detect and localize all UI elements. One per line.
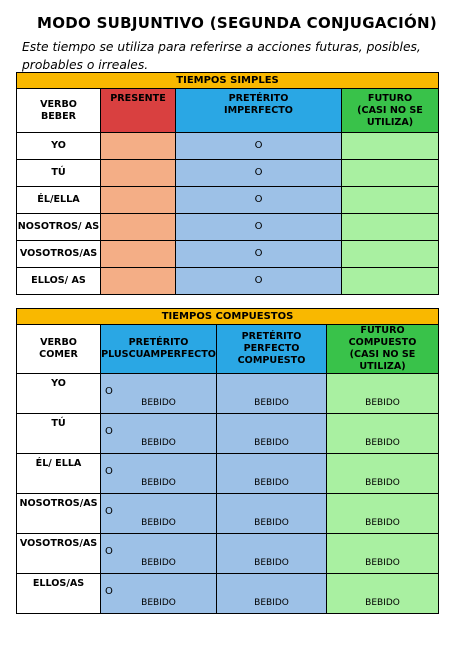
pronoun-cell: YO (17, 133, 101, 160)
perfecto-cell (217, 414, 327, 454)
participle: BEBIDO (141, 558, 176, 568)
perfecto-cell (217, 454, 327, 494)
pronoun-cell: YO (17, 374, 101, 414)
imperfecto-cell: O (176, 268, 342, 295)
futuro-cell (342, 160, 439, 187)
table-row (17, 454, 439, 494)
imperfecto-cell: O (176, 187, 342, 214)
presente-cell (101, 241, 176, 268)
participle: BEBIDO (141, 598, 176, 608)
pronoun-cell: VOSOTROS/AS (17, 534, 101, 574)
perfecto-cell (217, 574, 327, 614)
simple-tenses-table (16, 72, 439, 295)
pluscuamperfecto-cell (101, 454, 217, 494)
participle: BEBIDO (141, 438, 176, 448)
col-preterito-line2: IMPERFECTO (224, 105, 293, 116)
pronoun-cell: ELLOS/AS (17, 574, 101, 614)
col-pluscuamperfecto (101, 325, 217, 374)
aux-o: O (105, 466, 113, 477)
participle: BEBIDO (365, 518, 400, 528)
table-row (17, 187, 439, 214)
aux-o: O (105, 546, 113, 557)
futuro-cell (342, 133, 439, 160)
verb-header (17, 325, 101, 374)
perfecto-cell (217, 534, 327, 574)
col-futc-line1: FUTURO COMPUESTO (348, 325, 417, 348)
participle: BEBIDO (365, 478, 400, 488)
col-preterito-perfecto (217, 325, 327, 374)
simple-tenses-header: TIEMPOS SIMPLES (17, 73, 439, 89)
participle: BEBIDO (365, 438, 400, 448)
pronoun-cell: NOSOTROS/ AS (17, 214, 101, 241)
participle: BEBIDO (141, 518, 176, 528)
participle: BEBIDO (254, 398, 289, 408)
col-perf-line1: PRETÉRITO PERFECTO (241, 331, 302, 354)
futuro-compuesto-cell (327, 574, 439, 614)
pluscuamperfecto-cell (101, 574, 217, 614)
table-row (17, 241, 439, 268)
pronoun-cell: VOSOTROS/AS (17, 241, 101, 268)
pluscuamperfecto-cell (101, 494, 217, 534)
participle: BEBIDO (254, 558, 289, 568)
futuro-compuesto-cell (327, 374, 439, 414)
participle: BEBIDO (365, 558, 400, 568)
imperfecto-cell: O (176, 214, 342, 241)
aux-o: O (105, 386, 113, 397)
table-row (17, 214, 439, 241)
aux-o: O (105, 586, 113, 597)
presente-cell (101, 133, 176, 160)
col-futuro-compuesto (327, 325, 439, 374)
futuro-compuesto-cell (327, 414, 439, 454)
pronoun-cell: TÚ (17, 160, 101, 187)
verb-label: VERBO (40, 98, 77, 110)
presente-cell (101, 214, 176, 241)
pronoun-cell: ELLOS/ AS (17, 268, 101, 295)
futuro-compuesto-cell (327, 534, 439, 574)
col-presente: PRESENTE (101, 89, 176, 133)
participle: BEBIDO (141, 398, 176, 408)
table-row (17, 160, 439, 187)
pluscuamperfecto-cell (101, 414, 217, 454)
verb-name: COMER (39, 349, 78, 360)
presente-cell (101, 160, 176, 187)
compound-tenses-table (16, 308, 439, 614)
col-preterito-imperfecto (176, 89, 342, 133)
table-row (17, 133, 439, 160)
futuro-compuesto-cell (327, 494, 439, 534)
participle: BEBIDO (365, 398, 400, 408)
presente-cell (101, 187, 176, 214)
futuro-cell (342, 241, 439, 268)
table-row (17, 414, 439, 454)
col-preterito-line1: PRETÉRITO (228, 93, 289, 104)
participle: BEBIDO (141, 478, 176, 488)
table-row (17, 268, 439, 295)
pronoun-cell: TÚ (17, 414, 101, 454)
pronoun-cell: NOSOTROS/AS (17, 494, 101, 534)
participle: BEBIDO (365, 598, 400, 608)
col-futuro (342, 89, 439, 133)
imperfecto-cell: O (176, 133, 342, 160)
futuro-compuesto-cell (327, 454, 439, 494)
table-row (17, 494, 439, 534)
perfecto-cell (217, 494, 327, 534)
imperfecto-cell: O (176, 160, 342, 187)
participle: BEBIDO (254, 478, 289, 488)
imperfecto-cell: O (176, 241, 342, 268)
col-plus-line1: PRETÉRITO (128, 337, 189, 348)
presente-cell (101, 268, 176, 295)
pluscuamperfecto-cell (101, 374, 217, 414)
pluscuamperfecto-cell (101, 534, 217, 574)
intro-text: Este tiempo se utiliza para referirse a acciones futuras, posibles, probables o irreales. (22, 40, 421, 72)
col-futuro-line3: UTILIZA) (366, 117, 414, 128)
verb-header (17, 89, 101, 133)
verb-name: BEBER (40, 110, 77, 122)
col-futuro-line1: FUTURO (367, 93, 413, 104)
col-perf-line2: COMPUESTO (237, 355, 306, 366)
futuro-cell (342, 187, 439, 214)
futuro-cell (342, 268, 439, 295)
pronoun-cell: ÉL/ ELLA (17, 454, 101, 494)
col-futc-line2: (CASI NO SE UTILIZA) (349, 349, 416, 372)
participle: BEBIDO (254, 518, 289, 528)
col-plus-line2: PLUSCUAMPERFECTO (101, 349, 216, 360)
futuro-cell (342, 214, 439, 241)
col-futuro-line2: (CASI NO SE (357, 105, 423, 116)
participle: BEBIDO (254, 598, 289, 608)
table-row (17, 534, 439, 574)
pronoun-cell: ÉL/ELLA (17, 187, 101, 214)
verb-label: VERBO (40, 337, 77, 348)
participle: BEBIDO (254, 438, 289, 448)
compound-tenses-header: TIEMPOS COMPUESTOS (17, 309, 439, 325)
aux-o: O (105, 506, 113, 517)
table-row (17, 374, 439, 414)
perfecto-cell (217, 374, 327, 414)
page-title: MODO SUBJUNTIVO (SEGUNDA CONJUGACIÓN) (36, 14, 438, 32)
aux-o: O (105, 426, 113, 437)
table-row (17, 574, 439, 614)
